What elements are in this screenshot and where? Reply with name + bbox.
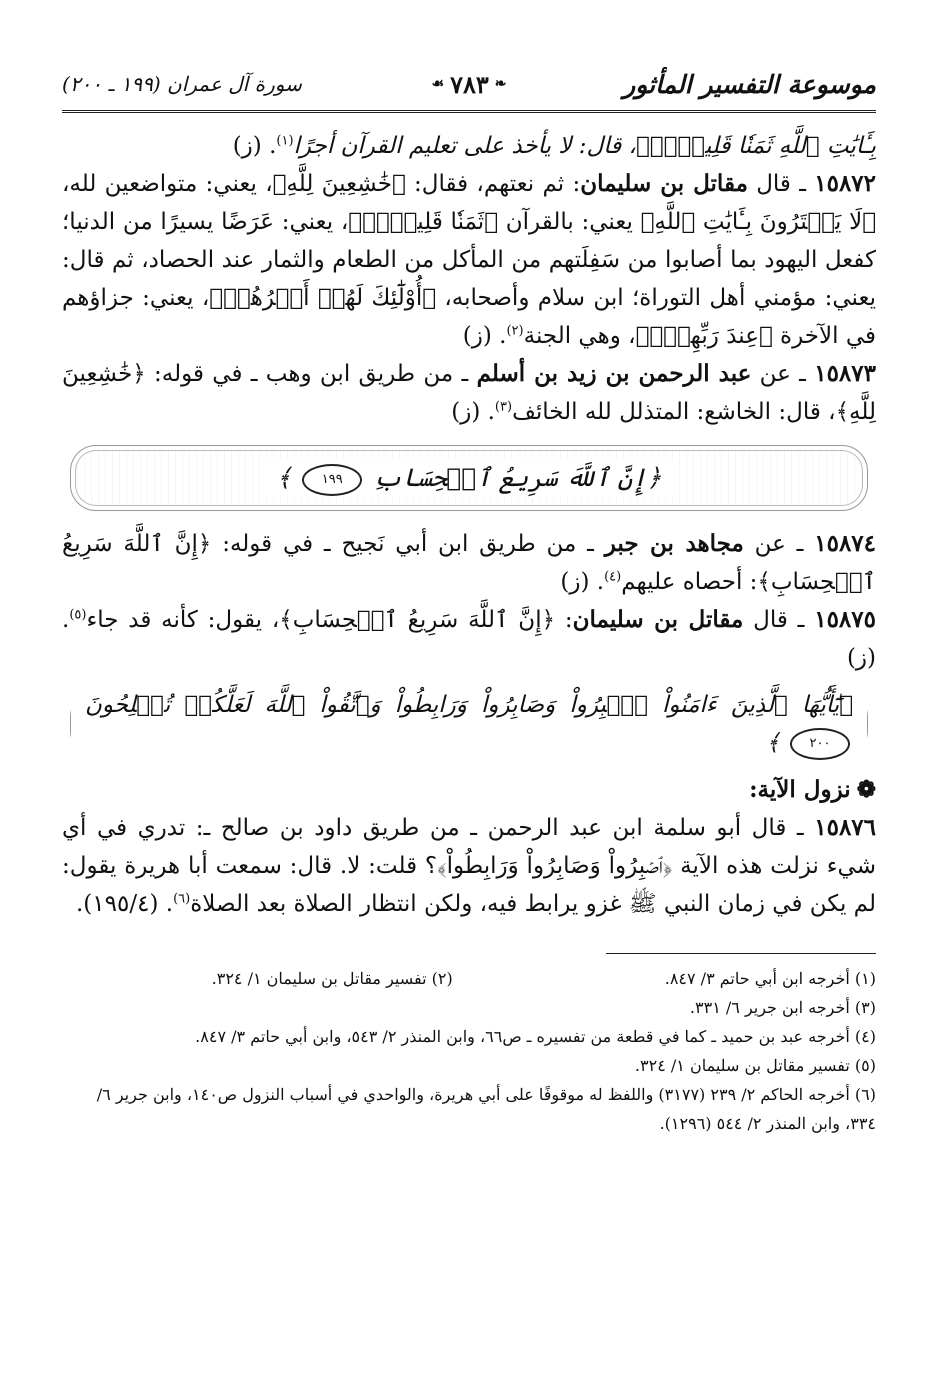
- narration-15874: [62, 525, 876, 601]
- footnote-ref[interactable]: (٢): [506, 323, 524, 339]
- footnotes: [62, 964, 876, 1138]
- footnote-row: [62, 964, 876, 993]
- tag: . (ز): [451, 399, 495, 425]
- narration-number: ١٥٨٧٥: [814, 606, 876, 633]
- narrator-name: مقاتل بن سليمان: [580, 170, 748, 197]
- page-number: ٧٨٣: [450, 69, 489, 99]
- text: ـ قال: [743, 607, 805, 633]
- footnote-3: (٣) أخرجه ابن جرير ٦/ ٣٣١.: [689, 998, 876, 1017]
- footnote-6: (٦) أخرجه الحاكم ٢/ ٢٣٩ (٣١٧٧) واللفظ له موقوفًا على أبي هريرة، والواحدي في أسباب النزول ص١٤٠، وابن جرير ٦/ ٣٣٤، وابن المنذر ٢/ ٥٤٤ (١٢٩٦).: [96, 1085, 876, 1133]
- tag: . (ز): [560, 569, 605, 595]
- ayah-words: ﴿إِنَّ ٱللَّهَ سَرِيعُ ٱلۡحِسَابِ: [373, 463, 662, 492]
- footnote-1: (١) أخرجه ابن أبي حاتم ٣/ ٨٤٧.: [664, 969, 876, 988]
- narration-15876: [62, 809, 876, 923]
- narrator-name: مقاتل بن سليمان: [572, 606, 744, 633]
- ayah-words: ﴿يَٰٓأَيُّهَا ٱلَّذِينَ ءَامَنُواْ ٱصۡبِرُواْ وَصَابِرُواْ وَرَابِطُواْ وَٱتَّقُواْ ٱللَّهَ لَعَلَّكُمۡ تُفۡلِحُونَ: [85, 692, 853, 718]
- text: ـ عن: [751, 361, 806, 387]
- ayah-text: [263, 459, 676, 497]
- tag: . (ز): [62, 607, 876, 671]
- ornament-icon: ❧: [494, 76, 507, 92]
- footnote-ref[interactable]: (٤): [604, 569, 622, 585]
- narration-15875: [62, 601, 876, 677]
- page-number-block: [432, 70, 507, 99]
- tag: . (ز): [462, 323, 507, 349]
- ayah-number-icon: ٢٠٠: [790, 728, 850, 760]
- footnote-ref[interactable]: (٦): [173, 891, 191, 907]
- tag: . (١٩٥/٤).: [76, 891, 174, 917]
- ayah-frame-200: [70, 691, 868, 757]
- narration-number: ١٥٨٧٤: [814, 530, 877, 557]
- page-header: [62, 60, 876, 108]
- text: ـ قال: [747, 171, 806, 197]
- footnote-4: (٤) أخرجه عبد بن حميد ـ كما في قطعة من تفسيره ـ ص٦٦، وابن المنذر ٢/ ٥٤٣، وابن أبي حاتم ٣/ ٨٤٧.: [195, 1027, 876, 1046]
- page: [62, 60, 876, 1138]
- narration-15873: [62, 355, 876, 431]
- ayah-close: ﴾: [766, 730, 780, 756]
- tag: . (ز): [232, 133, 277, 159]
- flower-icon: ❁: [856, 776, 876, 803]
- narration-15872: [62, 165, 876, 355]
- ayah-frame-199: [70, 445, 868, 511]
- ayah-number-icon: ١٩٩: [302, 464, 362, 496]
- footnote-2: (٢) تفسير مقاتل بن سليمان ١/ ٣٢٤.: [211, 969, 453, 988]
- quran-quote: بِـَٔايَٰتِ ٱللَّهِ ثَمَنٗا قَلِيلًاۚ﴾، قال: لا يأخذ على تعليم القرآن أجرًا: [293, 133, 876, 159]
- ayah-text: [71, 686, 867, 762]
- text: : ثم نعتهم، فقال: ﴿خَٰشِعِينَ لِلَّهِ﴾، يعني: متواضعين لله، ﴿لَا يَشۡتَرُونَ بِـَٔايَٰتِ ٱللَّهِ﴾ يعني: بالقرآن ﴿ثَمَنٗا قَلِيلًاۚ﴾، يعني: عَرَضًا يسيرًا من الدنيا؛ كفعل اليهود بما أصابوا من سَفِلَتهم من المأكل من الطعام والثمار عند الحصاد، ثم قال: يعني: مؤمني أهل التوراة؛ ابن سلام وأصحابه، ﴿أُوْلَٰٓئِكَ لَهُمۡ أَجۡرُهُمۡ﴾، يعني: جزاؤهم في الآخرة ﴿عِندَ رَبِّهِمۡۗ﴾، وهي الجنة: [62, 171, 876, 349]
- ayah-close: ﴾: [276, 463, 292, 492]
- narration-number: ١٥٨٧٦: [814, 814, 877, 841]
- footnote-5: (٥) تفسير مقاتل بن سليمان ١/ ٣٢٤.: [634, 1056, 876, 1075]
- footnote-rule: [606, 953, 876, 954]
- section-title: نزول الآية:: [749, 776, 851, 803]
- narrator-name: مجاهد بن جبر: [604, 530, 744, 557]
- main-text: [62, 127, 876, 923]
- text: ـ قال أبو سلمة ابن عبد الرحمن ـ من طريق داود بن صالح ـ: تدري في أي شيء نزلت هذه الآية ﴿ٱصۡبِرُواْ وَصَابِرُواْ وَرَابِطُواْ﴾؟ قلت: لا. قال: سمعت أبا هريرة يقول: لم يكن في زمان النبي ﷺ غزو يرابط فيه، ولكن انتظار الصلاة بعد الصلاة: [62, 815, 876, 917]
- text: ـ من طريق ابن أبي نَجيح ـ في قوله: ﴿إِنَّ ٱللَّهَ سَرِيعُ ٱلۡحِسَابِ﴾: أحصاه عليهم: [62, 531, 876, 595]
- text: : ﴿إِنَّ ٱللَّهَ سَرِيعُ ٱلۡحِسَابِ﴾، يقول: كأنه قد جاء: [86, 607, 573, 633]
- surah-label: سورة آل عمران (١٩٩ ـ ٢٠٠): [62, 72, 302, 96]
- text: ـ من طريق ابن وهب ـ في قوله: ﴿خَٰشِعِينَ لِلَّهِ﴾، قال: الخاشع: المتذلل لله الخائف: [62, 361, 876, 425]
- footnote-ref[interactable]: (٣): [494, 399, 513, 415]
- book-title: موسوعة التفسير المأثور: [623, 69, 876, 99]
- footnote-ref[interactable]: (٥): [69, 607, 87, 623]
- section-heading: [62, 771, 876, 809]
- narration-number: ١٥٨٧٢: [814, 170, 877, 197]
- narration-number: ١٥٨٧٣: [814, 360, 876, 387]
- paragraph-continuation: [62, 127, 876, 165]
- narrator-name: عبد الرحمن بن زيد بن أسلم: [476, 360, 752, 387]
- footnote-ref[interactable]: (١): [276, 133, 294, 149]
- header-rule: [62, 110, 876, 113]
- text: ـ عن: [743, 531, 804, 557]
- ornament-icon: ☙: [431, 76, 445, 92]
